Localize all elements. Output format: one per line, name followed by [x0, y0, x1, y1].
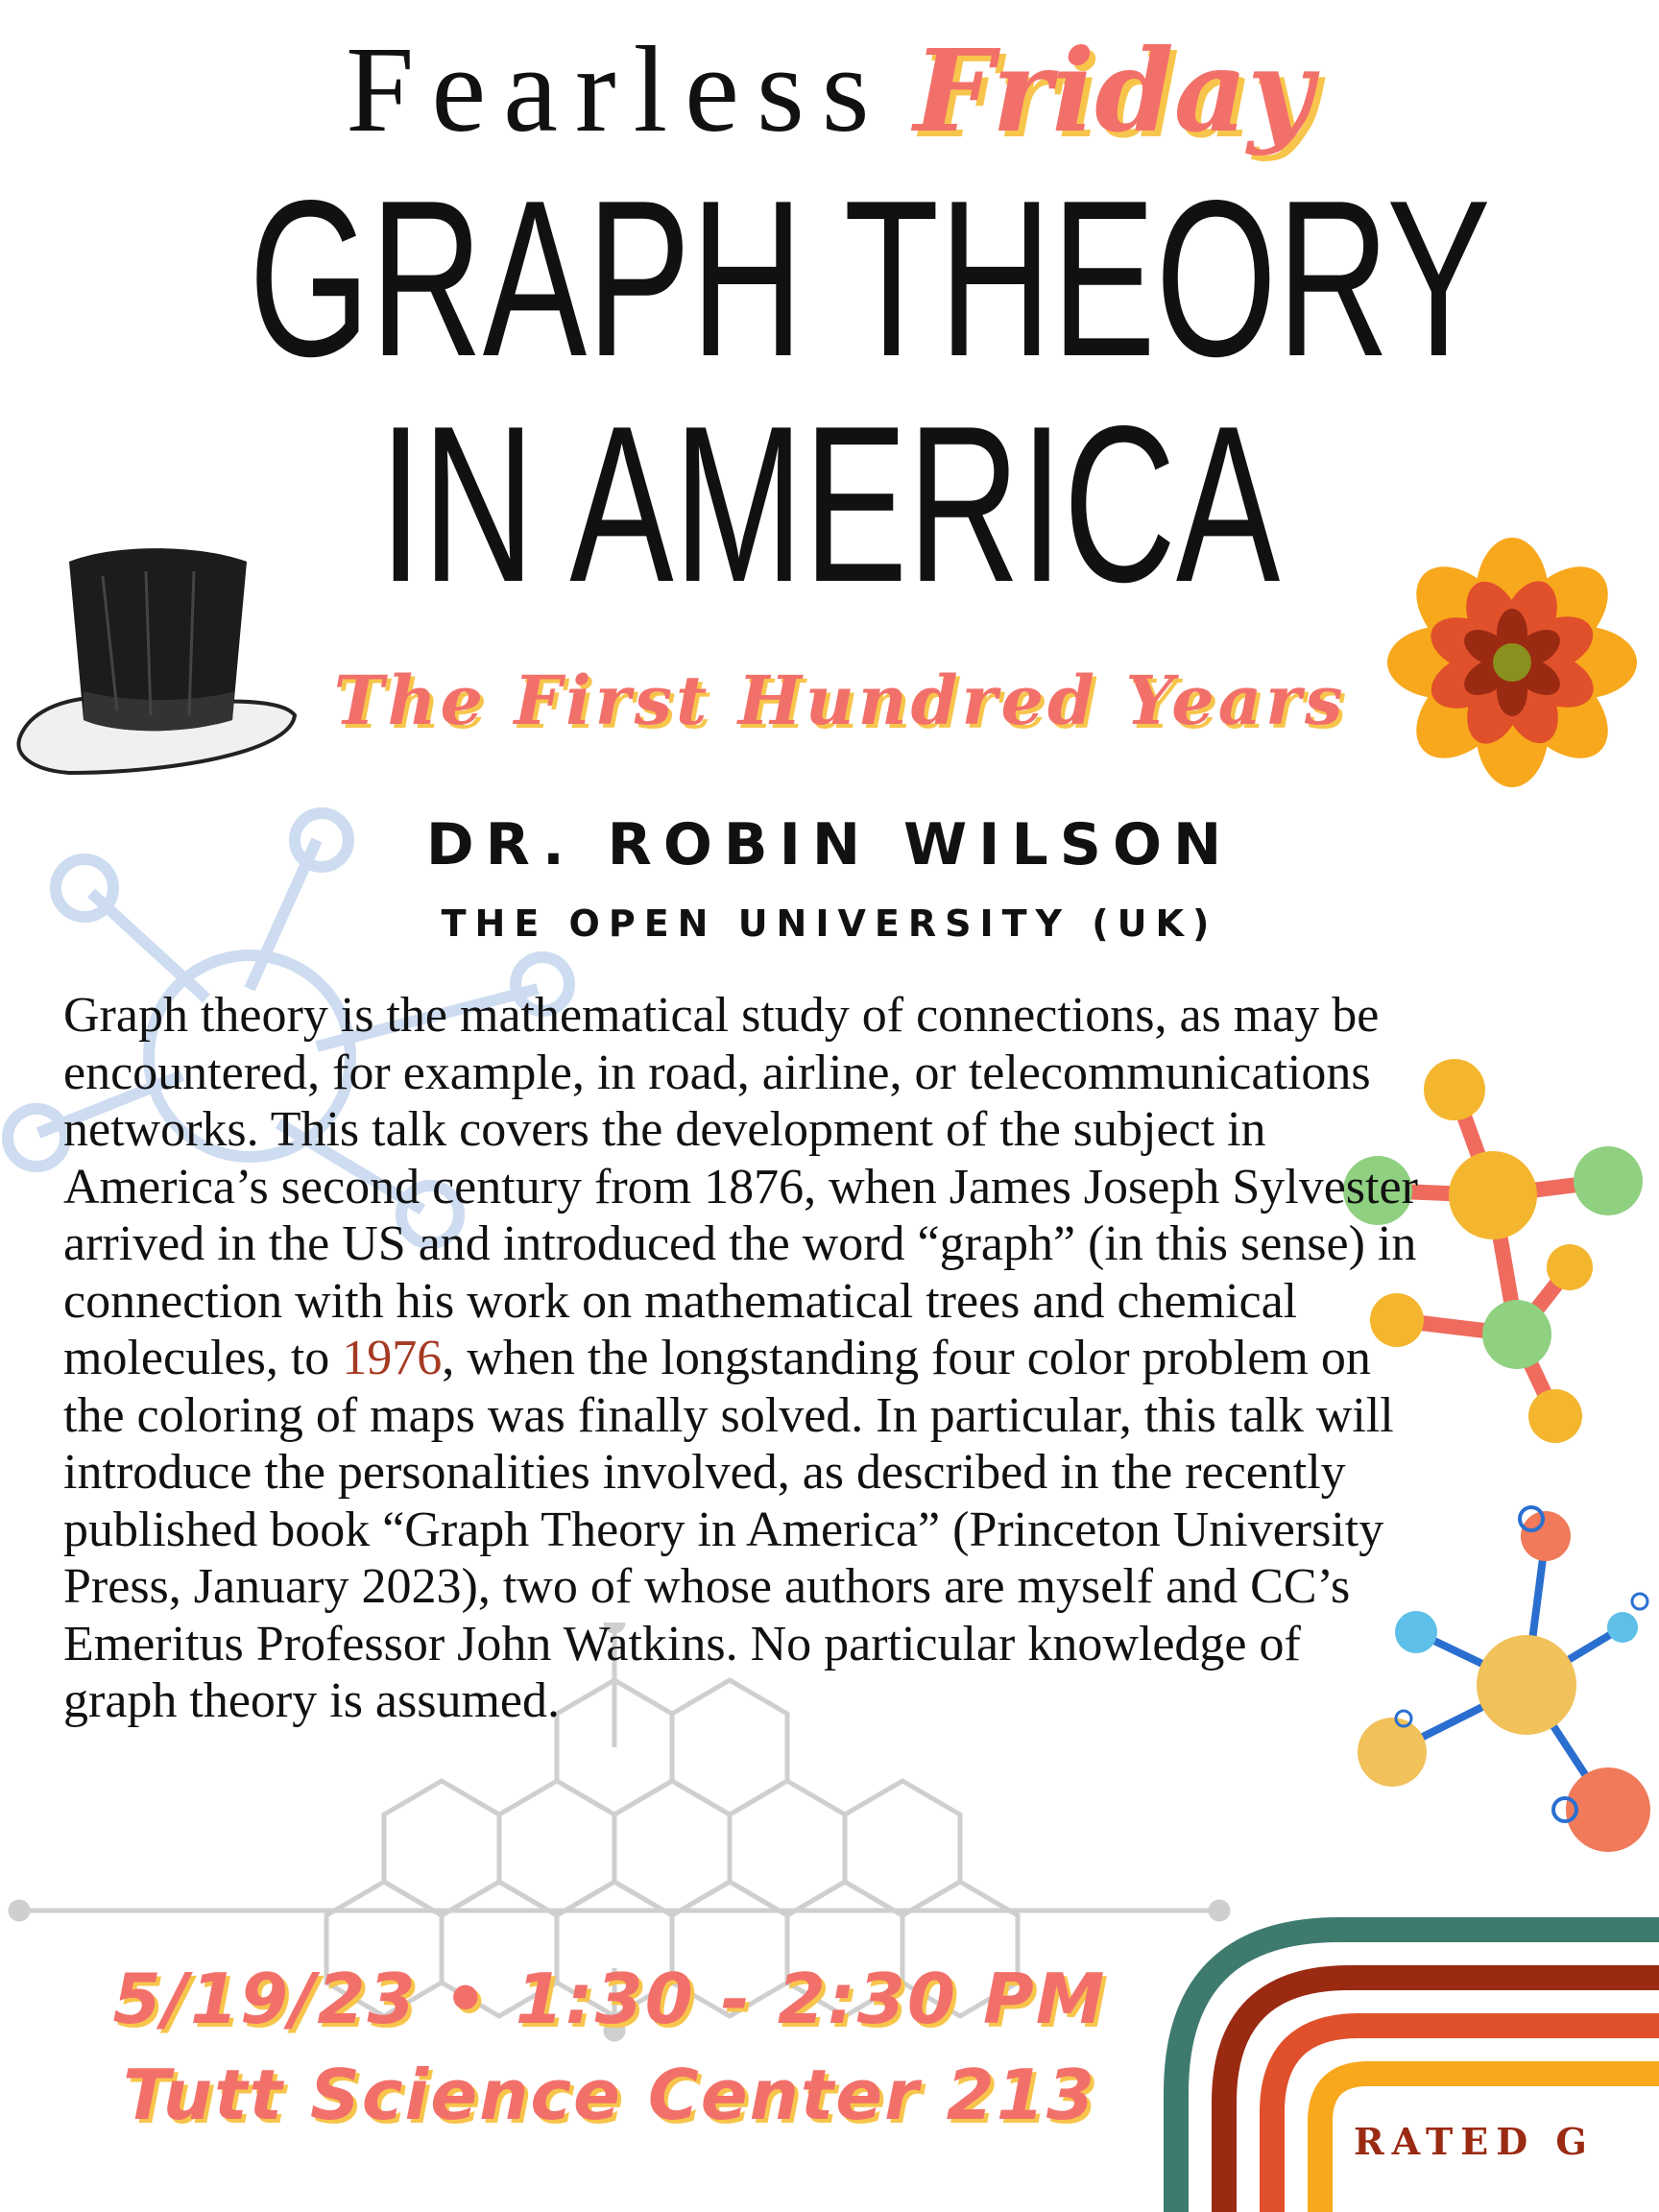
page-subtitle: The First Hundred Years	[333, 661, 1347, 740]
abstract-highlight-year: 1976	[342, 1331, 443, 1385]
fearless-text: Fearless	[346, 21, 887, 157]
rainbow-stripes-decoration	[1152, 1911, 1659, 2212]
header-line	[0, 19, 1659, 160]
abstract-part-1: Graph theory is the mathematical study of connections, as may be encountered, for example, in road, airline, or telecommunications networks. This talk covers the development of the subject in America’s second century from 1876, when James Joseph Sylvester arrived in the US and introduced the word “graph” (in this sense) in connection with his work on mathematical trees and chemical molecules, to	[63, 988, 1418, 1385]
page-title-line-2: IN AMERICA	[378, 380, 1281, 629]
speaker-affiliation: THE OPEN UNIVERSITY (UK)	[441, 902, 1218, 945]
page-title-line-1: GRAPH THEORY	[249, 155, 1491, 403]
abstract-text	[63, 987, 1427, 1730]
event-location: Tutt Science Center 213	[123, 2055, 1096, 2135]
abstract-part-2: , when the longstanding four color problem on the coloring of maps was finally solved. In particular, this talk will introduce the personalities involved, as described in the recently published book “Graph Theory in America” (Princeton University Press, January 2023), two of whose authors are myself and CC’s Emeritus Professor John Watkins. No particular knowledge of graph theory is assumed.	[63, 1331, 1394, 1728]
event-datetime: 5/19/23 • 1:30 - 2:30 PM	[112, 1959, 1107, 2039]
rating-badge: RATED G	[1354, 2120, 1595, 2163]
flower-icon	[1373, 538, 1651, 787]
friday-text: Friday	[913, 24, 1313, 157]
speaker-name: DR. ROBIN WILSON	[425, 811, 1234, 878]
